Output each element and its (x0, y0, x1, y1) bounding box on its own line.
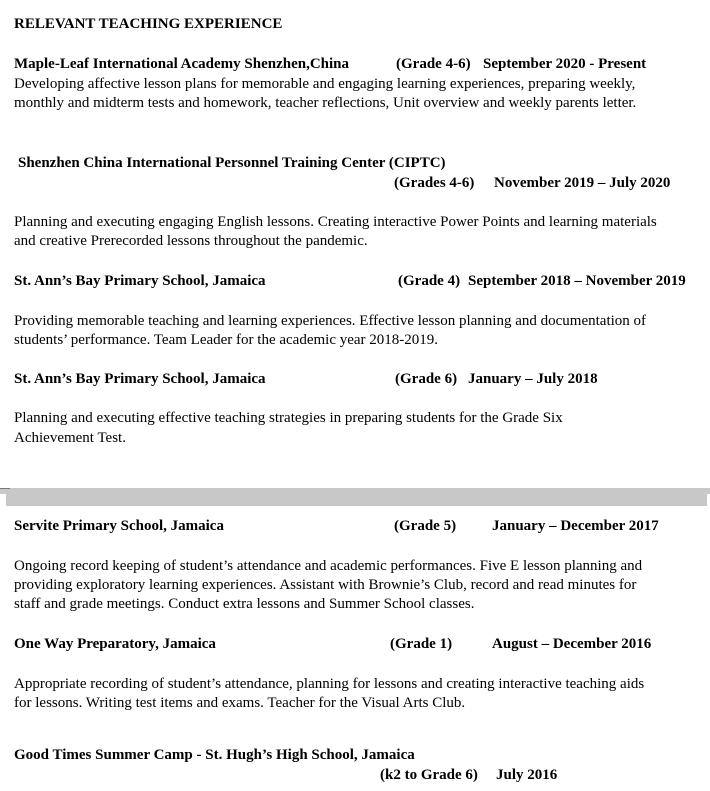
entry-5-desc-line-2: providing exploratory learning experiences. Assistant with Brownie’s Club, record and read minutes for (14, 577, 637, 593)
entry-4-org: St. Ann’s Bay Primary School, Jamaica (14, 371, 266, 387)
entry-5-desc-line-3: staff and grade meetings. Conduct extra lessons and Summer School classes. (14, 596, 475, 612)
entry-4-grade: (Grade 6) (395, 371, 458, 387)
entry-6-org: One Way Preparatory, Jamaica (14, 636, 216, 652)
entry-4-desc-line-2: Achievement Test. (14, 430, 126, 446)
entry-3-org: St. Ann’s Bay Primary School, Jamaica (14, 273, 266, 289)
entry-5-dates: January – December 2017 (492, 518, 659, 534)
entry-4-dates: January – July 2018 (468, 371, 598, 387)
entry-2-desc-line-1: Planning and executing engaging English lessons. Creating interactive Power Points and learning materials (14, 214, 657, 230)
entry-3-desc-line-2: students’ performance. Team Leader for the academic year 2018-2019. (14, 332, 439, 348)
entry-6-desc-line-1: Appropriate recording of student’s attendance, planning for lessons and creating interactive teaching aids (14, 676, 645, 692)
page-break-separator (0, 488, 710, 506)
entry-5-grade: (Grade 5) (394, 518, 457, 534)
entry-2-desc-line-2: and creative Prerecorded lessons throughout the pandemic. (14, 233, 368, 249)
entry-3-grade: (Grade 4) (398, 273, 461, 289)
entry-6-desc-line-2: for lessons. Writing test items and exams. Teacher for the Visual Arts Club. (14, 695, 466, 711)
entry-2-org: Shenzhen China International Personnel Training Center (CIPTC) (18, 155, 446, 171)
entry-1-grade: (Grade 4-6) (396, 56, 471, 72)
entry-5-desc-line-1: Ongoing record keeping of student’s attendance and academic performances. Five E lesson planning and (14, 558, 643, 574)
entry-1-desc-line-2: monthly and midterm tests and homework, teacher reflections, Unit overview and weekly parents letter. (14, 95, 637, 111)
entry-6-grade: (Grade 1) (390, 636, 453, 652)
entry-7-dates: July 2016 (496, 767, 558, 783)
entry-4-desc-line-1: Planning and executing effective teaching strategies in preparing students for the Grade Six (14, 410, 563, 426)
entry-3-dates: September 2018 – November 2019 (468, 273, 686, 289)
entry-7-grade: (k2 to Grade 6) (380, 767, 478, 783)
entry-2-grade: (Grades 4-6) (394, 175, 475, 191)
section-heading: RELEVANT TEACHING EXPERIENCE (14, 16, 283, 32)
entry-1-org: Maple-Leaf International Academy Shenzhen,China (14, 56, 350, 72)
entry-2-dates: November 2019 – July 2020 (494, 175, 671, 191)
entry-3-desc-line-1: Providing memorable teaching and learning experiences. Effective lesson planning and documentation of (14, 313, 647, 329)
entry-6-dates: August – December 2016 (492, 636, 652, 652)
entry-1-desc-line-1: Developing affective lesson plans for memorable and engaging learning experiences, preparing weekly, (14, 76, 636, 92)
entry-5-org: Servite Primary School, Jamaica (14, 518, 224, 534)
entry-7-org: Good Times Summer Camp - St. Hugh’s High School, Jamaica (14, 747, 415, 763)
entry-1-dates: September 2020 - Present (483, 56, 647, 72)
